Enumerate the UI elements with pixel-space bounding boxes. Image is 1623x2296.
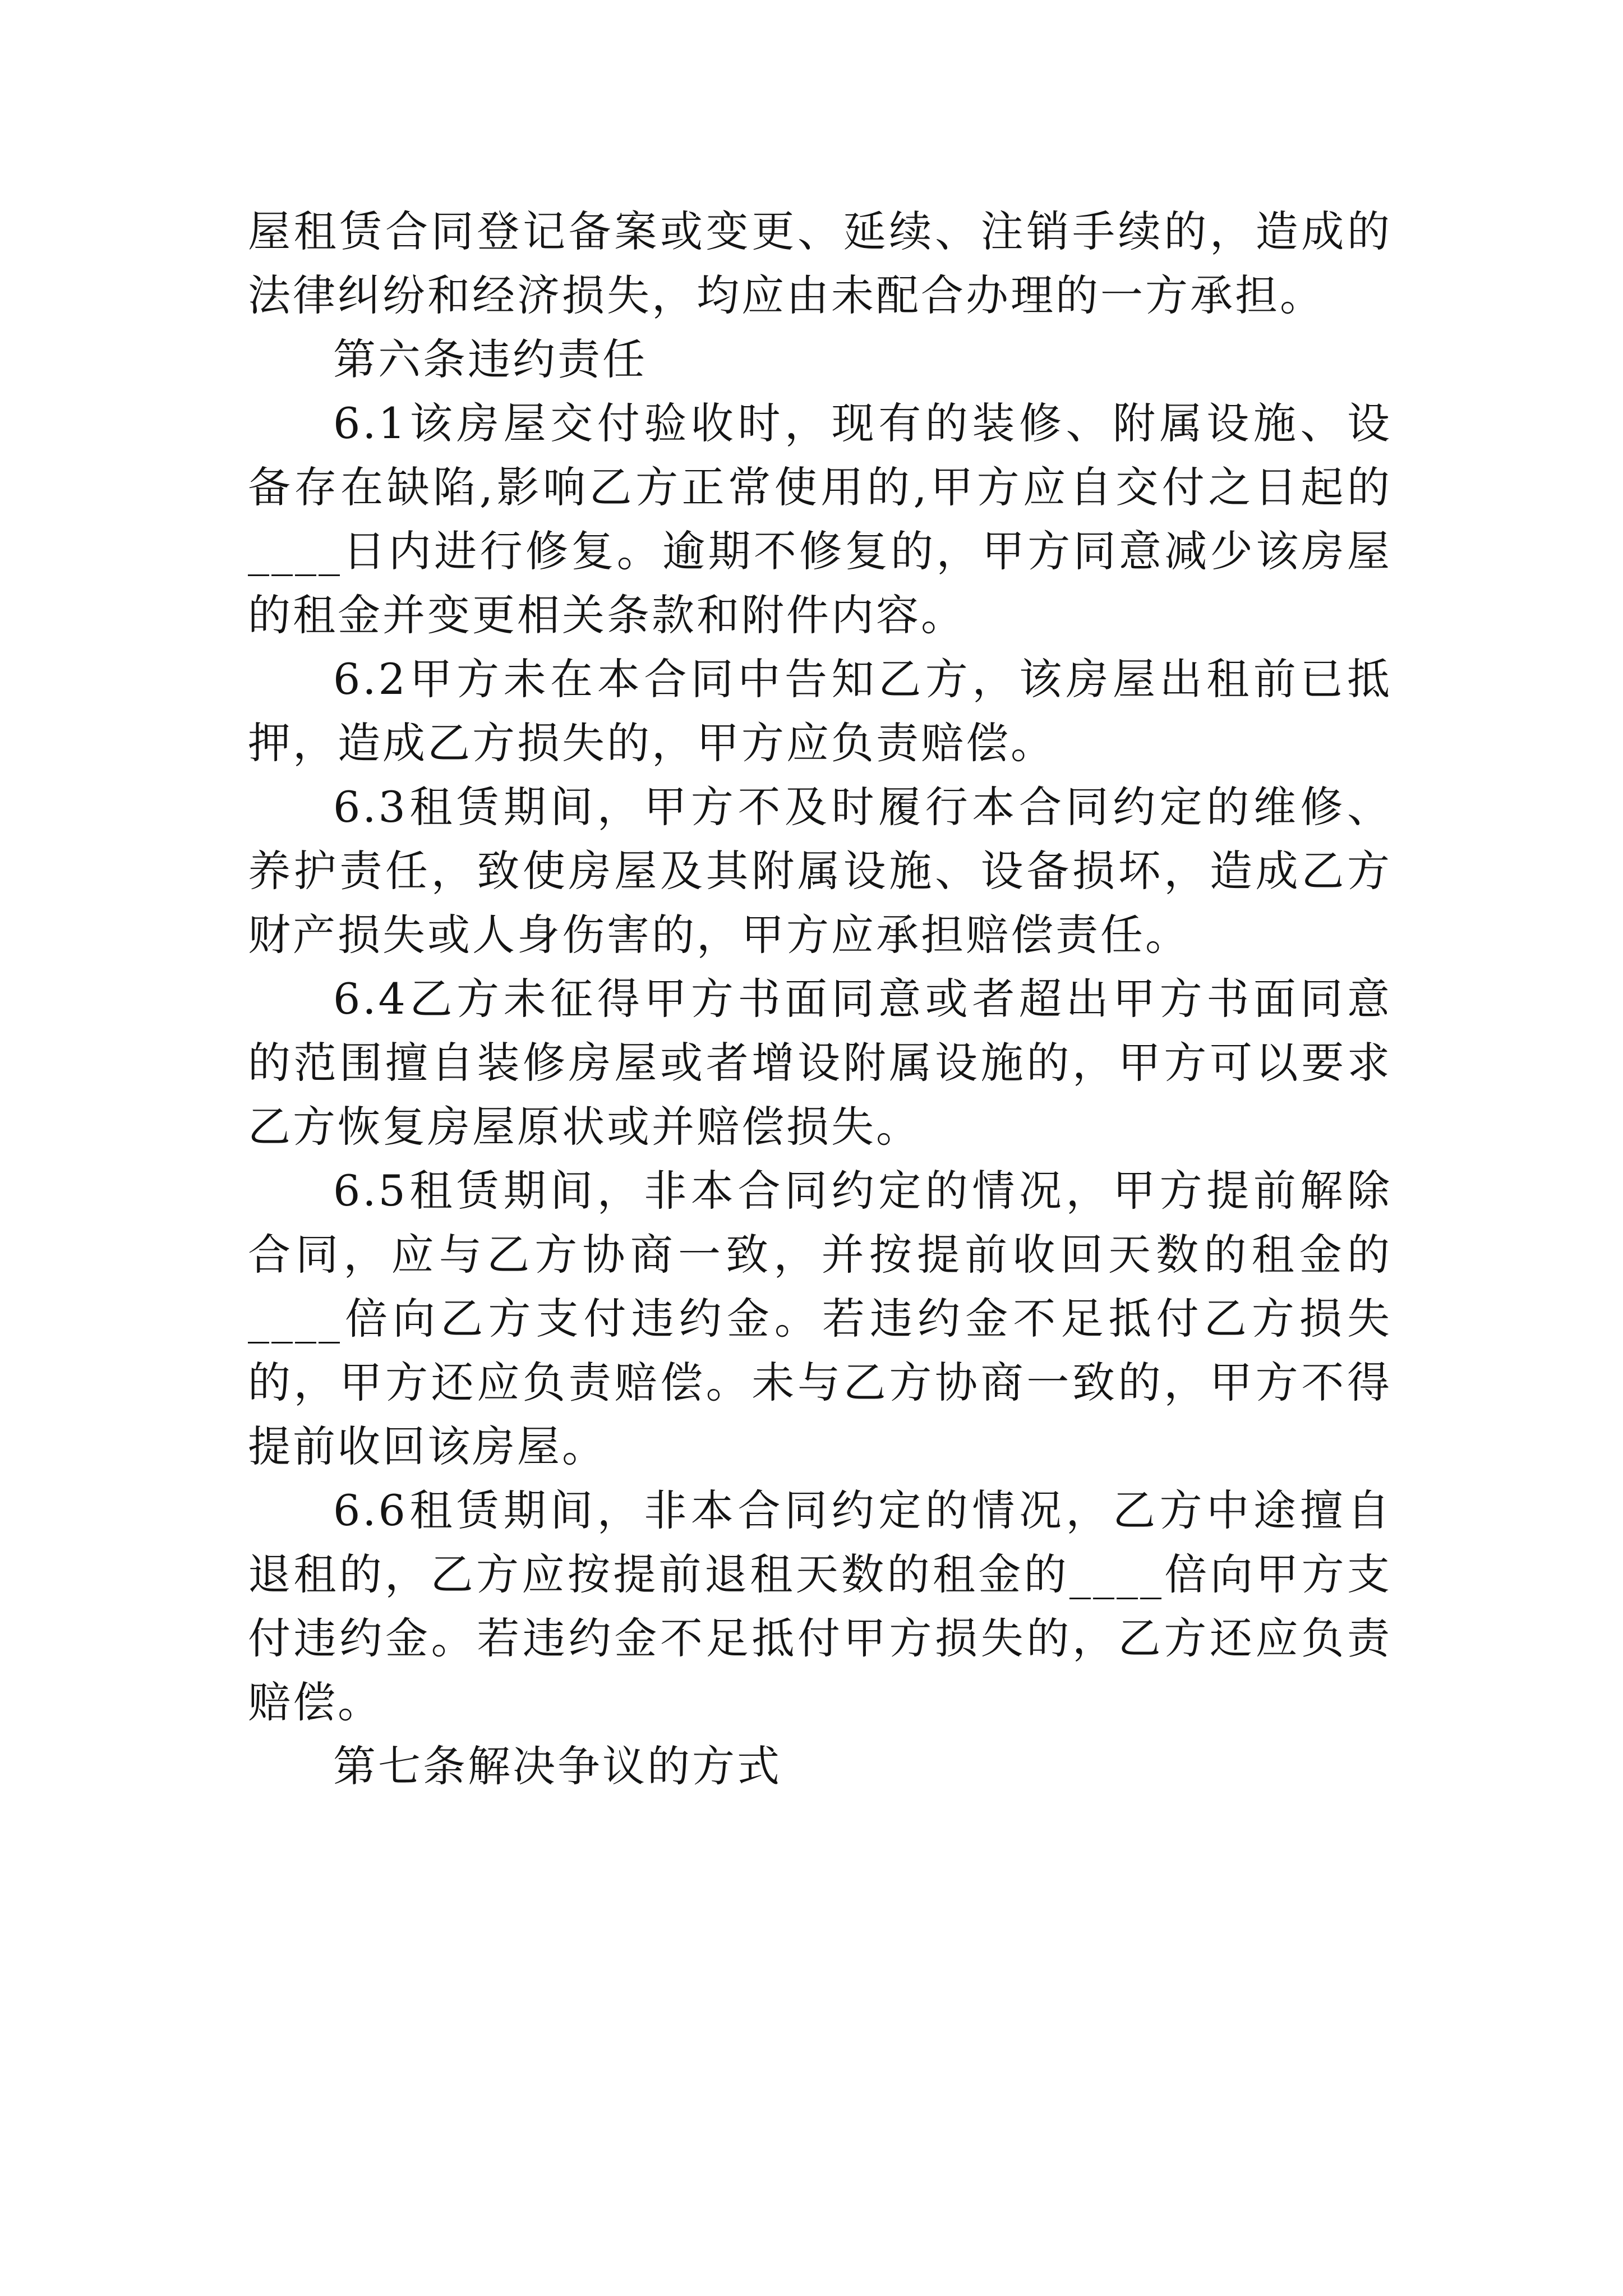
document-body (248, 200, 1392, 1798)
paragraph-continuation: 屋租赁合同登记备案或变更、延续、注销手续的，造成的法律纠纷和经济损失，均应由未配合办理的一方承担。 (248, 206, 1392, 320)
clause-6-6: 6.6租赁期间，非本合同约定的情况，乙方中途擅自退租的，乙方应按提前退租天数的租金的____倍向甲方支付违约金。若违约金不足抵付甲方损失的，乙方还应负责赔偿。 (248, 1485, 1392, 1727)
clause-6-3: 6.3租赁期间，甲方不及时履行本合同约定的维修、养护责任，致使房屋及其附属设施、设备损坏，造成乙方财产损失或人身伤害的，甲方应承担赔偿责任。 (248, 782, 1392, 960)
clause-6-5: 6.5租赁期间，非本合同约定的情况，甲方提前解除合同，应与乙方协商一致，并按提前收回天数的租金的____倍向乙方支付违约金。若违约金不足抵付乙方损失的，甲方还应负责赔偿。未与乙方协商一致的，甲方不得提前收回该房屋。 (248, 1166, 1392, 1471)
clause-6-4: 6.4乙方未征得甲方书面同意或者超出甲方书面同意的范围擅自装修房屋或者增设附属设施的，甲方可以要求乙方恢复房屋原状或并赔偿损失。 (248, 974, 1392, 1152)
clause-6-1: 6.1该房屋交付验收时，现有的装修、附属设施、设备存在缺陷,影响乙方正常使用的,甲方应自交付之日起的____日内进行修复。逾期不修复的，甲方同意减少该房屋的租金并变更相关条款和附件内容。 (248, 398, 1392, 640)
clause-6-2: 6.2甲方未在本合同中告知乙方，该房屋出租前已抵押，造成乙方损失的，甲方应负责赔偿。 (248, 654, 1392, 768)
heading-article-6: 第六条违约责任 (333, 334, 647, 384)
heading-article-7: 第七条解决争议的方式 (333, 1741, 782, 1791)
